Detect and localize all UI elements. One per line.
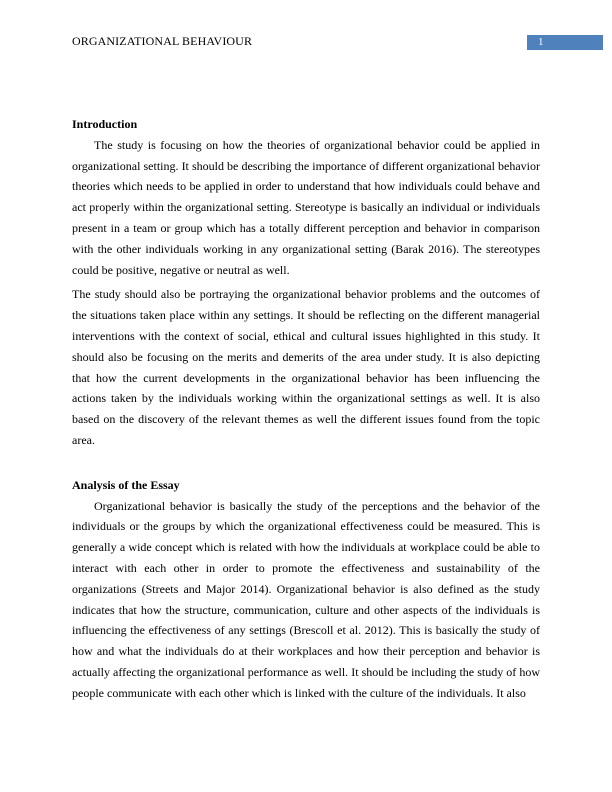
introduction-paragraph-1: The study is focusing on how the theories of organizational behavior could be applied in organizational setting. It should be describing the importance of different organizational behavior theories which needs to be applied in order to understand that how individuals could behave and act properly within the organizational setting. Stereotype is basically an individual or individuals present in a team or group which has a totally different perception and behavior in comparison with the other individuals working in any organizational setting (Barak 2016). The stereotypes could be positive, negative or neutral as well. <box>72 137 540 277</box>
running-header-title: ORGANIZATIONAL BEHAVIOUR <box>72 34 253 48</box>
analysis-heading: Analysis of the Essay <box>72 477 180 492</box>
introduction-paragraph-2: The study should also be portraying the organizational behavior problems and the outcomes of the situations taken place within any settings. It should be reflecting on the different managerial interventions with the context of social, ethical and cultural issues highlighted in this study. It should also be focusing on the merits and demerits of the area under study. It is also depicting that how the current developments in the organizational behavior has been influencing the actions taken by the individuals working within the organizational settings as well. It is also based on the discovery of the relevant themes as well the different issues found from the topic area. <box>72 287 540 447</box>
page-number-badge: 1 <box>527 35 603 50</box>
document-body <box>72 114 540 704</box>
analysis-paragraph-1: Organizational behavior is basically the study of the perceptions and the behavior of the individuals or the groups by which the organizational effectiveness could be measured. This is generally a wide concept which is related with how the individuals at workplace could be able to interact with each other in order to promote the effectiveness and sustainability of the organizations (Streets and Major 2014). Organizational behavior is also defined as the study indicates that how the structure, communication, culture and other aspects of the individuals is influencing the effectiveness of any settings (Brescoll et al. 2012). This is basically the study of how and what the individuals do at their workplaces and how their perception and behavior is actually affecting the organizational performance as well. It should be including the study of how people communicate with each other which is linked with the culture of the individuals. It also <box>72 498 540 700</box>
introduction-heading: Introduction <box>72 117 138 131</box>
